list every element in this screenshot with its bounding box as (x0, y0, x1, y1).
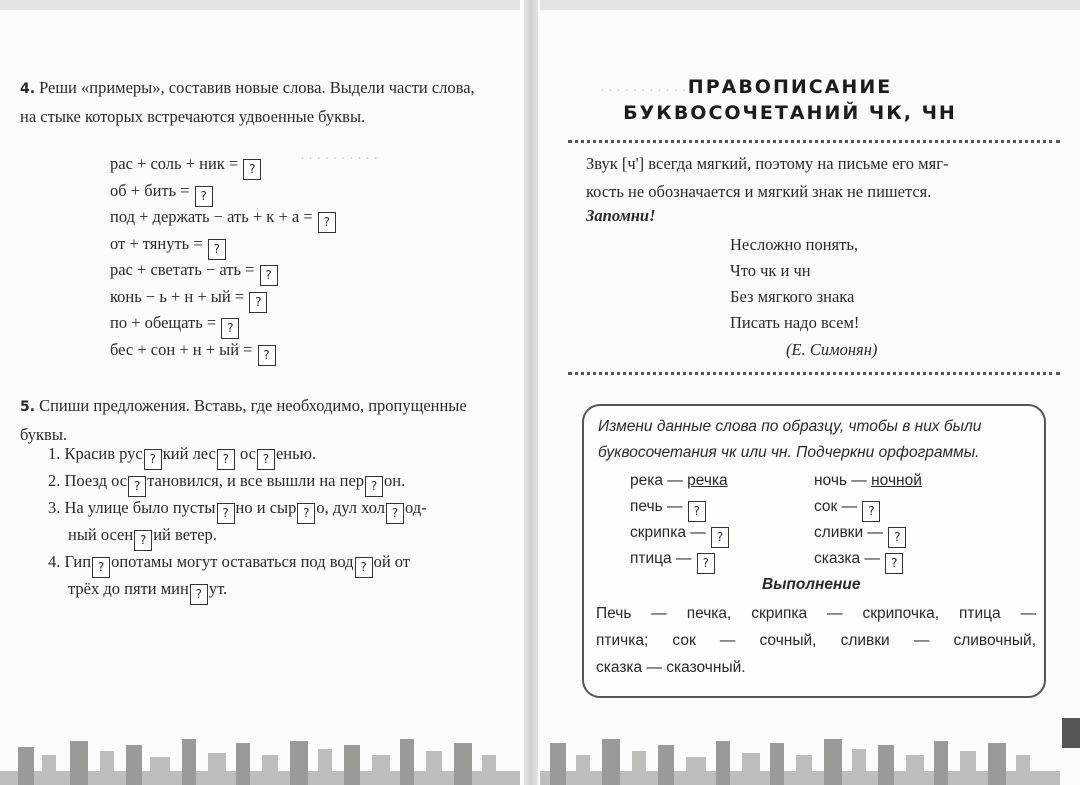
pair-example-answer: речка (687, 472, 728, 489)
section-heading (620, 74, 960, 126)
show-through: · · · · · · · · · · · · · · (600, 84, 711, 99)
answer-line-1: Печь — печка, скрипка — скрипочка, птица — (596, 605, 1036, 622)
dotted-divider-top (568, 140, 1060, 143)
sentence-fragment: енью. (275, 444, 317, 463)
missing-letter-box: ? (258, 345, 276, 366)
example-8 (110, 340, 277, 366)
sentence-fragment: ой от (373, 552, 411, 571)
missing-letter-box: ? (128, 476, 146, 497)
task-5-text: Спиши предложения. Вставь, где необходимо, пропущенные буквы. (20, 396, 467, 444)
example-expression: от + тянуть = (110, 233, 207, 253)
example-1 (110, 154, 262, 180)
example-2 (110, 181, 214, 207)
task-4-number: 4. (20, 81, 36, 97)
answer-line-2: птичка; сок — сочный, сливки — сливочный, (596, 632, 1036, 649)
sentence-fragment: од- (405, 498, 427, 517)
missing-letter-box: ? (243, 159, 261, 180)
sentence-fragment: ут. (208, 579, 228, 598)
answer-title: Выполнение (762, 576, 861, 593)
sentence-fragment: но и сыр (235, 498, 297, 517)
missing-letter-box: ? (355, 557, 373, 578)
example-3 (110, 207, 337, 233)
sentence-line-1 (48, 444, 316, 470)
example-expression: конь − ь + н + ый = (110, 286, 249, 306)
example-expression: рас + соль + ник = (110, 154, 243, 173)
missing-letter-box: ? (386, 503, 404, 524)
sentence-number: 3. (48, 498, 65, 517)
book-gutter (524, 0, 538, 785)
sentence-line-4 (68, 525, 217, 551)
sentence-fragment: трёх до пяти мин (68, 579, 189, 598)
task-5-number: 5. (20, 399, 36, 415)
poem-line-1: Несложно понять, (730, 235, 859, 254)
missing-letter-box: ? (365, 476, 383, 497)
pair-right-2 (814, 498, 881, 522)
sentence-fragment: тановился, и все вышли на пер (147, 471, 365, 490)
example-expression: бес + сон + н + ый = (110, 339, 257, 359)
task-4-instruction (20, 74, 490, 130)
missing-letter-box: ? (92, 557, 110, 578)
sentence-fragment: ий ветер. (153, 525, 217, 544)
missing-letter-box: ? (221, 318, 239, 339)
sentence-fragment: кий лес (162, 444, 216, 463)
missing-letter-box: ? (260, 265, 278, 286)
missing-letter-box: ? (257, 449, 275, 470)
sentence-fragment: ос (235, 444, 256, 463)
rule-line-2: кость не обозначается и мягкий знак не пишется. (586, 182, 932, 201)
frame-instruction-line-1: Измени данные слова по образцу, чтобы в них были (598, 418, 982, 435)
sentence-number: 2. (48, 471, 65, 490)
sentence-fragment: Красив рус (64, 444, 143, 463)
top-decoration-right (540, 0, 1080, 50)
missing-letter-box: ? (862, 501, 880, 522)
example-expression: по + обещать = (110, 313, 221, 332)
pair-word: сок — (814, 498, 862, 515)
dotted-divider-bottom (568, 372, 1060, 375)
pair-word: река — (630, 472, 688, 489)
missing-letter-box: ? (888, 527, 906, 548)
pair-right-1 (814, 472, 922, 490)
missing-letter-box: ? (697, 553, 715, 574)
pair-word: печь — (630, 498, 687, 515)
answer-line-3: сказка — сказочный. (596, 659, 746, 676)
frame-instruction (598, 414, 1038, 466)
sentence-number: 4. (48, 552, 65, 571)
pair-right-4 (814, 550, 904, 574)
pair-word: птица — (630, 550, 696, 567)
answer-text (596, 600, 1036, 681)
pair-example-answer: ночной (871, 472, 922, 489)
pair-word: сказка — (814, 550, 885, 567)
missing-letter-box: ? (208, 239, 226, 260)
missing-letter-box: ? (217, 503, 235, 524)
pair-left-2 (630, 498, 707, 522)
top-decoration-left (0, 0, 520, 50)
frame-instruction-line-2: буквосочетания чк или чн. Подчеркни орфограммы. (598, 444, 980, 461)
missing-letter-box: ? (885, 553, 903, 574)
pair-word: сливки — (814, 524, 888, 541)
sentence-fragment: Поезд ос (64, 471, 128, 490)
task-4-text: Реши «примеры», составив новые слова. Выдели части слова, на стыке которых встречаются удвоенные буквы. (20, 78, 475, 126)
bottom-decoration-right (540, 725, 1060, 785)
sentence-fragment: о, дул хол (316, 498, 386, 517)
pair-word: ночь — (814, 472, 872, 489)
missing-letter-box: ? (711, 527, 729, 548)
heading-line-1: ПРАВОПИСАНИЕ (687, 76, 893, 98)
poem-line-3: Без мягкого знака (730, 287, 855, 306)
example-expression: рас + светать − ать = (110, 260, 259, 279)
sentence-line-3 (48, 498, 427, 524)
missing-letter-box: ? (144, 449, 162, 470)
example-5 (110, 260, 279, 286)
pair-left-3 (630, 524, 730, 548)
missing-letter-box: ? (195, 186, 213, 207)
poem (730, 232, 859, 336)
pair-word: скрипка — (630, 524, 711, 541)
sentence-fragment: На улице было пусты (64, 498, 216, 517)
example-expression: под + держать − ать + к + а = (110, 207, 317, 226)
sentence-fragment: опотамы могут оставаться под вод (111, 552, 354, 571)
heading-line-2: БУКВОСОЧЕТАНИЙ ЧК, ЧН (623, 102, 957, 124)
example-6 (110, 287, 268, 313)
missing-letter-box: ? (688, 501, 706, 522)
sentence-line-6 (68, 579, 227, 605)
missing-letter-box: ? (249, 292, 267, 313)
sentence-line-2 (48, 471, 405, 497)
show-through: · · · · · · · · · · (300, 152, 379, 167)
sentence-number: 1. (48, 444, 65, 463)
poem-line-2: Что чк и чн (730, 261, 811, 280)
rule-line-1: Звук [ч'] всегда мягкий, поэтому на письме его мяг- (586, 154, 949, 173)
rule-text (586, 150, 1056, 206)
pair-left-1 (630, 472, 728, 490)
missing-letter-box: ? (217, 449, 235, 470)
poem-line-4: Писать надо всем! (730, 313, 860, 332)
missing-letter-box: ? (134, 530, 152, 551)
poem-author: (Е. Симонян) (786, 340, 878, 359)
pair-right-3 (814, 524, 907, 548)
sentence-line-5 (48, 552, 410, 578)
task-5-instruction (20, 392, 490, 448)
missing-letter-box: ? (318, 212, 336, 233)
example-4 (110, 234, 227, 260)
example-expression: об + бить = (110, 180, 194, 200)
sentence-fragment: Гип (64, 552, 92, 571)
sentence-fragment: ный осен (68, 525, 134, 544)
remember-label: Запомни! (586, 206, 656, 225)
missing-letter-box: ? (190, 584, 208, 605)
missing-letter-box: ? (297, 503, 315, 524)
page-number-tab (1062, 718, 1080, 748)
sentence-fragment: он. (384, 471, 406, 490)
pair-left-4 (630, 550, 716, 574)
example-7 (110, 313, 240, 339)
bottom-decoration-left (0, 725, 520, 785)
